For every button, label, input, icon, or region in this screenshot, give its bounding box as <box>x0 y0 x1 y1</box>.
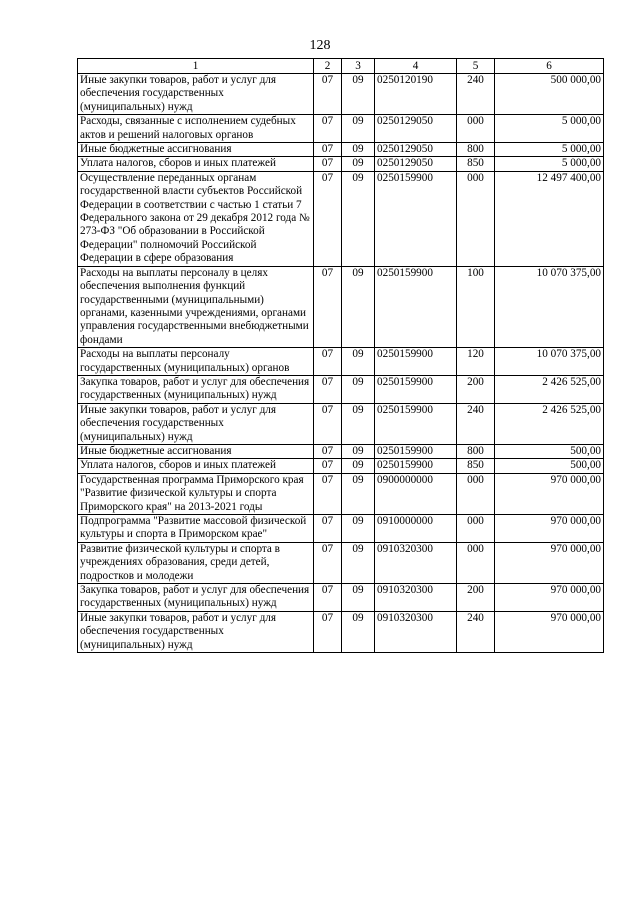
subsection-code-cell: 09 <box>342 611 375 652</box>
table-row <box>78 611 604 652</box>
row-name-cell: Осуществление переданных органам государственной власти субъектов Российской Федерации в соответствии с частью 1 статьи 7 Федерального закона от 29 декабря 2012 года № 273-ФЗ "Об образовании в Российской Федерации" полномочий Российской Федерации в сфере образования <box>78 171 314 266</box>
expense-type-cell: 000 <box>457 115 495 143</box>
target-article-cell: 0250129050 <box>375 143 457 157</box>
subsection-code-cell: 09 <box>342 348 375 376</box>
row-name-cell: Иные закупки товаров, работ и услуг для обеспечения государственных (муниципальных) нужд <box>78 611 314 652</box>
target-article-cell: 0250120190 <box>375 74 457 115</box>
column-header: 1 <box>78 59 314 74</box>
amount-cell: 500 000,00 <box>495 74 604 115</box>
column-header: 4 <box>375 59 457 74</box>
target-article-cell: 0250159900 <box>375 375 457 403</box>
column-header: 5 <box>457 59 495 74</box>
expense-type-cell: 200 <box>457 375 495 403</box>
table-row <box>78 375 604 403</box>
table-row <box>78 115 604 143</box>
table-row <box>78 171 604 266</box>
amount-cell: 970 000,00 <box>495 584 604 612</box>
row-name-cell: Закупка товаров, работ и услуг для обеспечения государственных (муниципальных) нужд <box>78 375 314 403</box>
row-name-cell: Расходы, связанные с исполнением судебных актов и решений налоговых органов <box>78 115 314 143</box>
subsection-code-cell: 09 <box>342 115 375 143</box>
table-row <box>78 74 604 115</box>
table-row <box>78 584 604 612</box>
target-article-cell: 0250129050 <box>375 157 457 171</box>
section-code-cell: 07 <box>314 266 342 347</box>
expense-type-cell: 800 <box>457 143 495 157</box>
amount-cell: 5 000,00 <box>495 157 604 171</box>
target-article-cell: 0250129050 <box>375 115 457 143</box>
budget-table <box>77 58 604 653</box>
row-name-cell: Расходы на выплаты персоналу в целях обеспечения выполнения функций государственными (муниципальными) органами, казенными учреждениями, органами управления государственными внебюджетными фондами <box>78 266 314 347</box>
target-article-cell: 0900000000 <box>375 473 457 514</box>
column-header: 6 <box>495 59 604 74</box>
target-article-cell: 0910320300 <box>375 611 457 652</box>
target-article-cell: 0250159900 <box>375 171 457 266</box>
expense-type-cell: 850 <box>457 459 495 473</box>
row-name-cell: Иные закупки товаров, работ и услуг для обеспечения государственных (муниципальных) нужд <box>78 403 314 444</box>
amount-cell: 500,00 <box>495 459 604 473</box>
target-article-cell: 0250159900 <box>375 348 457 376</box>
table-row <box>78 515 604 543</box>
target-article-cell: 0250159900 <box>375 403 457 444</box>
expense-type-cell: 120 <box>457 348 495 376</box>
row-name-cell: Иные бюджетные ассигнования <box>78 143 314 157</box>
table-header-row <box>78 59 604 74</box>
table-row <box>78 459 604 473</box>
row-name-cell: Подпрограмма "Развитие массовой физической культуры и спорта в Приморском крае" <box>78 515 314 543</box>
row-name-cell: Иные бюджетные ассигнования <box>78 444 314 458</box>
target-article-cell: 0910320300 <box>375 584 457 612</box>
target-article-cell: 0250159900 <box>375 444 457 458</box>
section-code-cell: 07 <box>314 403 342 444</box>
section-code-cell: 07 <box>314 157 342 171</box>
section-code-cell: 07 <box>314 171 342 266</box>
expense-type-cell: 850 <box>457 157 495 171</box>
expense-type-cell: 100 <box>457 266 495 347</box>
section-code-cell: 07 <box>314 375 342 403</box>
amount-cell: 970 000,00 <box>495 611 604 652</box>
table-row <box>78 157 604 171</box>
subsection-code-cell: 09 <box>342 473 375 514</box>
target-article-cell: 0250159900 <box>375 459 457 473</box>
target-article-cell: 0250159900 <box>375 266 457 347</box>
subsection-code-cell: 09 <box>342 375 375 403</box>
table-row <box>78 444 604 458</box>
column-header: 2 <box>314 59 342 74</box>
subsection-code-cell: 09 <box>342 403 375 444</box>
subsection-code-cell: 09 <box>342 515 375 543</box>
section-code-cell: 07 <box>314 348 342 376</box>
subsection-code-cell: 09 <box>342 459 375 473</box>
amount-cell: 5 000,00 <box>495 115 604 143</box>
column-header: 3 <box>342 59 375 74</box>
subsection-code-cell: 09 <box>342 444 375 458</box>
amount-cell: 12 497 400,00 <box>495 171 604 266</box>
subsection-code-cell: 09 <box>342 266 375 347</box>
amount-cell: 970 000,00 <box>495 515 604 543</box>
subsection-code-cell: 09 <box>342 171 375 266</box>
section-code-cell: 07 <box>314 473 342 514</box>
row-name-cell: Развитие физической культуры и спорта в учреждениях образования, среди детей, подростков и молодежи <box>78 542 314 583</box>
subsection-code-cell: 09 <box>342 542 375 583</box>
table-row <box>78 143 604 157</box>
section-code-cell: 07 <box>314 115 342 143</box>
row-name-cell: Расходы на выплаты персоналу государственных (муниципальных) органов <box>78 348 314 376</box>
section-code-cell: 07 <box>314 515 342 543</box>
target-article-cell: 0910320300 <box>375 542 457 583</box>
expense-type-cell: 240 <box>457 74 495 115</box>
table-row <box>78 473 604 514</box>
section-code-cell: 07 <box>314 584 342 612</box>
amount-cell: 970 000,00 <box>495 473 604 514</box>
section-code-cell: 07 <box>314 542 342 583</box>
expense-type-cell: 000 <box>457 542 495 583</box>
row-name-cell: Закупка товаров, работ и услуг для обеспечения государственных (муниципальных) нужд <box>78 584 314 612</box>
section-code-cell: 07 <box>314 611 342 652</box>
amount-cell: 10 070 375,00 <box>495 348 604 376</box>
expense-type-cell: 240 <box>457 611 495 652</box>
section-code-cell: 07 <box>314 143 342 157</box>
table-row <box>78 266 604 347</box>
table-row <box>78 403 604 444</box>
subsection-code-cell: 09 <box>342 584 375 612</box>
expense-type-cell: 000 <box>457 171 495 266</box>
amount-cell: 2 426 525,00 <box>495 375 604 403</box>
row-name-cell: Государственная программа Приморского края "Развитие физической культуры и спорта Приморского края" на 2013-2021 годы <box>78 473 314 514</box>
table-row <box>78 542 604 583</box>
row-name-cell: Иные закупки товаров, работ и услуг для обеспечения государственных (муниципальных) нужд <box>78 74 314 115</box>
expense-type-cell: 200 <box>457 584 495 612</box>
amount-cell: 10 070 375,00 <box>495 266 604 347</box>
subsection-code-cell: 09 <box>342 74 375 115</box>
expense-type-cell: 000 <box>457 515 495 543</box>
target-article-cell: 0910000000 <box>375 515 457 543</box>
section-code-cell: 07 <box>314 444 342 458</box>
subsection-code-cell: 09 <box>342 157 375 171</box>
amount-cell: 5 000,00 <box>495 143 604 157</box>
table-row <box>78 348 604 376</box>
section-code-cell: 07 <box>314 74 342 115</box>
amount-cell: 2 426 525,00 <box>495 403 604 444</box>
amount-cell: 970 000,00 <box>495 542 604 583</box>
amount-cell: 500,00 <box>495 444 604 458</box>
row-name-cell: Уплата налогов, сборов и иных платежей <box>78 157 314 171</box>
section-code-cell: 07 <box>314 459 342 473</box>
page-number: 128 <box>309 38 331 53</box>
row-name-cell: Уплата налогов, сборов и иных платежей <box>78 459 314 473</box>
expense-type-cell: 000 <box>457 473 495 514</box>
expense-type-cell: 240 <box>457 403 495 444</box>
expense-type-cell: 800 <box>457 444 495 458</box>
subsection-code-cell: 09 <box>342 143 375 157</box>
